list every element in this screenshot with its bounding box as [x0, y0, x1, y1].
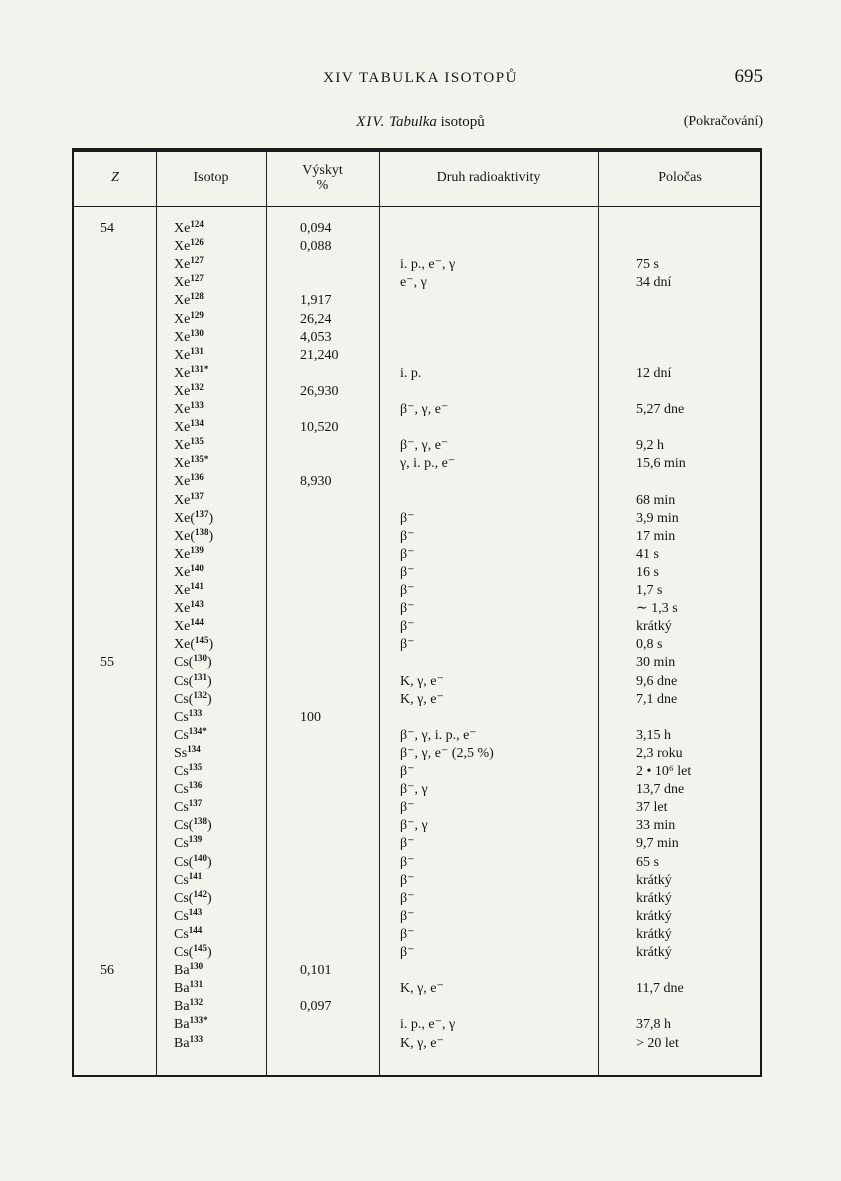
- isotope-suffix: ): [206, 673, 212, 689]
- halflife-cell: 2 • 10⁶ let: [636, 764, 692, 779]
- table-row: [74, 419, 760, 437]
- isotope-mass: 135: [190, 436, 204, 447]
- decay-cell: β⁻: [400, 764, 415, 779]
- isotope-mass: 134*: [188, 725, 207, 736]
- table-row: [74, 492, 760, 510]
- halflife-cell: krátký: [636, 872, 672, 888]
- halflife-cell: 9,6 dne: [636, 673, 678, 689]
- isotope-mass: 133: [190, 400, 204, 410]
- isotope-mass: 145: [195, 635, 209, 646]
- isotope-cell: [174, 854, 274, 872]
- halflife-cell: 0,8 s: [636, 637, 663, 653]
- isotope-cell: [174, 727, 274, 745]
- decay-cell: β⁻: [400, 836, 415, 852]
- occurrence-cell: 8,930: [300, 474, 332, 490]
- isotope-element: Xe: [174, 601, 191, 617]
- halflife-cell: krátký: [636, 890, 672, 906]
- isotope-cell: [174, 528, 274, 546]
- halflife-cell: 9,2 h: [636, 438, 664, 454]
- caption-continuation: (Pokračování): [683, 114, 763, 129]
- isotope-mass: 130: [189, 961, 204, 972]
- isotope-cell: [174, 274, 274, 292]
- isotope-mass: 140: [193, 852, 207, 863]
- isotope-mass: 129: [190, 309, 204, 320]
- isotope-mass: 124: [190, 219, 204, 229]
- table-row: [74, 763, 760, 781]
- isotope-element: Xe: [174, 311, 191, 327]
- decay-cell: β⁻: [400, 637, 415, 653]
- isotope-cell: [174, 763, 274, 781]
- isotope-mass: 134: [190, 418, 204, 429]
- isotope-element: Ba: [174, 963, 190, 979]
- isotope-mass: 144: [190, 617, 204, 628]
- isotope-cell: [174, 908, 274, 926]
- occurrence-cell: 1,917: [300, 293, 332, 309]
- z-cell: 55: [100, 655, 114, 671]
- isotope-mass: 140: [190, 562, 204, 573]
- isotope-cell: [174, 872, 274, 890]
- decay-cell: i. p.: [400, 365, 422, 381]
- z-cell: 54: [100, 221, 114, 236]
- isotope-cell: [174, 673, 274, 691]
- isotope-element: Xe: [174, 546, 191, 562]
- isotope-element: Ss: [174, 745, 188, 761]
- isotope-cell: [174, 492, 274, 510]
- isotope-cell: [174, 926, 274, 944]
- column-header-z: Z: [111, 170, 119, 185]
- isotope-element: Cs: [174, 872, 189, 888]
- column-header-decay: Druh radioaktivity: [436, 170, 541, 185]
- decay-cell: β⁻: [400, 619, 415, 635]
- isotope-cell: [174, 347, 274, 365]
- table-row: [74, 980, 760, 998]
- halflife-cell: krátký: [636, 945, 672, 960]
- decay-cell: β⁻: [400, 510, 415, 526]
- isotope-element: Cs: [174, 764, 189, 779]
- table-row: [74, 854, 760, 872]
- isotope-mass: 130: [190, 327, 204, 338]
- decay-cell: K, γ, e⁻: [400, 691, 444, 707]
- z-cell: 56: [100, 963, 114, 979]
- isotope-element: Cs: [174, 908, 189, 924]
- halflife-cell: > 20 let: [636, 1035, 679, 1051]
- running-title: XIV TABULKA ISOTOPŮ: [323, 70, 518, 86]
- halflife-cell: 1,7 s: [636, 583, 663, 598]
- isotope-cell: [174, 980, 274, 998]
- isotope-element: Cs(: [174, 945, 194, 960]
- isotope-mass: 126: [190, 237, 204, 248]
- isotope-element: Xe: [174, 492, 191, 508]
- halflife-cell: 15,6 min: [636, 456, 686, 472]
- decay-cell: i. p., e⁻, γ: [400, 257, 456, 273]
- isotope-element: Cs: [174, 926, 189, 942]
- isotope-cell: [174, 582, 274, 600]
- halflife-cell: 17 min: [636, 528, 676, 544]
- table-row: [74, 473, 760, 491]
- isotope-cell: [174, 419, 274, 437]
- decay-cell: β⁻, γ, e⁻ (2,5 %): [400, 745, 494, 761]
- isotope-cell: [174, 1016, 274, 1034]
- isotope-cell: [174, 817, 274, 835]
- table-row: [74, 582, 760, 600]
- halflife-cell: 33 min: [636, 818, 676, 834]
- isotope-suffix: ): [208, 528, 214, 544]
- decay-cell: β⁻: [400, 872, 415, 888]
- isotope-mass: 137: [195, 508, 209, 519]
- decay-cell: β⁻: [400, 854, 415, 870]
- isotope-mass: 142: [193, 888, 207, 899]
- isotope-cell: [174, 564, 274, 582]
- isotope-cell: [174, 220, 274, 238]
- halflife-cell: krátký: [636, 619, 672, 635]
- decay-cell: β⁻: [400, 945, 415, 960]
- halflife-cell: 65 s: [636, 854, 659, 870]
- isotope-suffix: ): [206, 854, 212, 870]
- decay-cell: β⁻: [400, 926, 415, 942]
- halflife-cell: 2,3 roku: [636, 745, 683, 761]
- isotope-element: Cs(: [174, 673, 194, 689]
- decay-cell: γ, i. p., e⁻: [400, 456, 456, 472]
- isotope-cell: [174, 781, 274, 799]
- isotope-mass: 137: [190, 490, 204, 501]
- halflife-cell: 41 s: [636, 546, 659, 562]
- table-row: [74, 274, 760, 292]
- isotope-element: Xe: [174, 257, 191, 273]
- table-row: [74, 238, 760, 256]
- isotope-mass: 131: [193, 671, 207, 682]
- table-row: [74, 926, 760, 944]
- table-row: [74, 455, 760, 473]
- isotope-cell: [174, 600, 274, 618]
- table-row: [74, 636, 760, 654]
- halflife-cell: 75 s: [636, 257, 659, 273]
- halflife-cell: ∼ 1,3 s: [636, 601, 678, 617]
- table-row: [74, 1035, 760, 1053]
- isotope-cell: [174, 546, 274, 564]
- isotope-cell: [174, 944, 274, 962]
- isotope-element: Xe: [174, 619, 191, 635]
- table-row: [74, 781, 760, 799]
- isotope-cell: [174, 636, 274, 654]
- occurrence-label: Výskyt: [302, 163, 343, 178]
- halflife-cell: 5,27 dne: [636, 402, 685, 417]
- isotope-element: Xe: [174, 456, 191, 472]
- isotope-suffix: ): [206, 691, 212, 707]
- caption-word: isotopů: [440, 114, 485, 130]
- isotope-mass: 136: [190, 472, 204, 483]
- isotope-element: Ba: [174, 981, 190, 997]
- decay-cell: β⁻: [400, 528, 415, 544]
- isotope-mass: 134: [187, 743, 201, 754]
- table-row: [74, 745, 760, 763]
- halflife-cell: 3,9 min: [636, 510, 679, 526]
- decay-cell: β⁻: [400, 564, 415, 580]
- decay-cell: β⁻, γ, e⁻: [400, 402, 449, 417]
- isotope-cell: [174, 311, 274, 329]
- isotope-mass: 139: [188, 834, 203, 845]
- isotope-element: Xe: [174, 275, 191, 291]
- isotope-mass: 131: [189, 979, 204, 990]
- halflife-cell: 7,1 dne: [636, 691, 678, 707]
- table-row: [74, 347, 760, 365]
- isotope-element: Cs(: [174, 854, 194, 870]
- table-row: [74, 329, 760, 347]
- isotope-element: Xe: [174, 239, 191, 255]
- table-caption: [0, 114, 841, 136]
- isotope-cell: [174, 998, 274, 1016]
- isotope-element: Xe: [174, 383, 191, 399]
- isotope-cell: [174, 618, 274, 636]
- halflife-cell: 11,7 dne: [636, 981, 684, 997]
- table-row: [74, 311, 760, 329]
- occurrence-cell: 21,240: [300, 347, 339, 363]
- decay-cell: K, γ, e⁻: [400, 673, 444, 689]
- isotope-cell: [174, 890, 274, 908]
- halflife-cell: 37,8 h: [636, 1017, 671, 1033]
- halflife-cell: 16 s: [636, 564, 659, 580]
- isotope-cell: [174, 238, 274, 256]
- decay-cell: i. p., e⁻, γ: [400, 1017, 456, 1033]
- decay-cell: β⁻: [400, 908, 415, 924]
- table-row: [74, 709, 760, 727]
- halflife-cell: 68 min: [636, 492, 676, 508]
- isotope-cell: [174, 365, 274, 383]
- table-row: [74, 890, 760, 908]
- isotope-cell: [174, 691, 274, 709]
- isotope-mass: 143: [190, 599, 204, 610]
- table-row: [74, 528, 760, 546]
- decay-cell: β⁻: [400, 890, 415, 906]
- isotope-element: Cs(: [174, 691, 194, 707]
- isotope-element: Xe: [174, 365, 191, 381]
- table-row: [74, 256, 760, 274]
- table-row: [74, 908, 760, 926]
- isotope-cell: [174, 510, 274, 528]
- table-row: [74, 654, 760, 672]
- isotope-mass: 132: [193, 689, 207, 700]
- isotope-mass: 130: [193, 653, 207, 664]
- isotope-mass: 141: [190, 581, 204, 591]
- isotope-table: [72, 148, 762, 1077]
- isotope-element: Xe: [174, 583, 191, 598]
- caption-italic-word: Tabulka: [389, 114, 437, 130]
- table-row: [74, 673, 760, 691]
- isotope-mass: 138: [195, 526, 209, 537]
- isotope-cell: [174, 1035, 274, 1053]
- isotope-suffix: ): [206, 945, 212, 960]
- running-head: [0, 66, 841, 90]
- isotope-cell: [174, 455, 274, 473]
- isotope-element: Xe: [174, 347, 191, 363]
- isotope-mass: 133: [189, 1033, 204, 1044]
- isotope-suffix: ): [208, 510, 214, 526]
- table-row: [74, 401, 760, 419]
- caption-roman-numeral: XIV.: [356, 114, 386, 130]
- table-row: [74, 546, 760, 564]
- isotope-element: Xe: [174, 564, 191, 580]
- occurrence-cell: 0,088: [300, 239, 332, 255]
- table-row: [74, 220, 760, 238]
- table-row: [74, 691, 760, 709]
- isotope-element: Xe(: [174, 637, 195, 653]
- decay-cell: K, γ, e⁻: [400, 981, 444, 997]
- occurrence-cell: 100: [300, 709, 321, 725]
- table-row: [74, 727, 760, 745]
- isotope-element: Cs: [174, 782, 189, 798]
- isotope-element: Cs: [174, 800, 189, 816]
- isotope-mass: 127: [190, 255, 204, 266]
- isotope-mass: 144: [188, 924, 203, 935]
- isotope-cell: [174, 256, 274, 274]
- isotope-element: Xe: [174, 293, 191, 309]
- decay-cell: β⁻: [400, 601, 415, 617]
- decay-cell: β⁻: [400, 800, 415, 816]
- header-rule: [74, 206, 760, 207]
- isotope-suffix: ): [206, 818, 212, 834]
- isotope-mass: 131*: [190, 363, 209, 374]
- halflife-cell: 30 min: [636, 655, 676, 671]
- isotope-cell: [174, 654, 274, 672]
- isotope-cell: [174, 799, 274, 817]
- isotope-mass: 127: [190, 273, 204, 284]
- table-row: [74, 1016, 760, 1034]
- isotope-cell: [174, 329, 274, 347]
- halflife-cell: 9,7 min: [636, 836, 679, 852]
- isotope-mass: 143: [188, 906, 203, 917]
- isotope-mass: 136: [188, 780, 203, 791]
- isotope-cell: [174, 835, 274, 853]
- isotope-element: Xe: [174, 221, 191, 236]
- halflife-cell: 12 dní: [636, 365, 672, 381]
- table-row: [74, 944, 760, 962]
- isotope-mass: 138: [193, 816, 207, 827]
- isotope-mass: 133*: [189, 1015, 208, 1026]
- isotope-cell: [174, 401, 274, 419]
- table-row: [74, 383, 760, 401]
- occurrence-cell: 26,930: [300, 383, 339, 399]
- table-row: [74, 365, 760, 383]
- isotope-element: Cs(: [174, 655, 194, 671]
- isotope-suffix: ): [208, 637, 214, 653]
- column-header-isotope: Isotop: [193, 170, 229, 185]
- decay-cell: β⁻: [400, 546, 415, 562]
- isotope-cell: [174, 473, 274, 491]
- isotope-element: Cs(: [174, 818, 194, 834]
- isotope-element: Xe(: [174, 510, 195, 526]
- isotope-mass: 141: [188, 870, 203, 881]
- decay-cell: β⁻: [400, 583, 415, 598]
- isotope-element: Xe: [174, 438, 191, 454]
- occurrence-cell: 4,053: [300, 329, 332, 345]
- isotope-cell: [174, 383, 274, 401]
- isotope-cell: [174, 292, 274, 310]
- table-row: [74, 817, 760, 835]
- isotope-mass: 131: [190, 345, 204, 356]
- table-row: [74, 600, 760, 618]
- decay-cell: β⁻, γ, e⁻: [400, 438, 449, 454]
- table-row: [74, 292, 760, 310]
- table-row: [74, 618, 760, 636]
- halflife-cell: 37 let: [636, 800, 668, 816]
- table-row: [74, 799, 760, 817]
- isotope-element: Xe: [174, 402, 191, 417]
- column-header-halflife: Poločas: [658, 170, 702, 185]
- isotope-mass: 139: [190, 544, 204, 555]
- occurrence-cell: 0,097: [300, 999, 332, 1015]
- table-row: [74, 835, 760, 853]
- isotope-element: Xe: [174, 329, 191, 345]
- table-row: [74, 872, 760, 890]
- table-row: [74, 962, 760, 980]
- decay-cell: e⁻, γ: [400, 275, 427, 291]
- isotope-suffix: ): [206, 655, 212, 671]
- isotope-element: Cs(: [174, 890, 194, 906]
- decay-cell: K, γ, e⁻: [400, 1035, 444, 1051]
- isotope-cell: [174, 709, 274, 727]
- occurrence-unit: %: [316, 178, 329, 193]
- isotope-element: Cs: [174, 727, 189, 743]
- table-row: [74, 510, 760, 528]
- isotope-cell: [174, 745, 274, 763]
- isotope-mass: 132: [190, 381, 204, 392]
- halflife-cell: krátký: [636, 908, 672, 924]
- isotope-element: Cs: [174, 709, 189, 725]
- occurrence-cell: 0,094: [300, 221, 332, 236]
- isotope-element: Cs: [174, 836, 189, 852]
- isotope-cell: [174, 437, 274, 455]
- isotope-suffix: ): [206, 890, 212, 906]
- isotope-element: Xe(: [174, 528, 195, 544]
- table-row: [74, 564, 760, 582]
- isotope-element: Xe: [174, 420, 191, 436]
- isotope-mass: 135*: [190, 454, 209, 465]
- isotope-element: Ba: [174, 999, 190, 1015]
- occurrence-cell: 10,520: [300, 420, 339, 436]
- table-row: [74, 437, 760, 455]
- page-number: 695: [734, 66, 763, 87]
- isotope-mass: 145: [193, 943, 207, 953]
- occurrence-cell: 26,24: [300, 311, 332, 327]
- isotope-element: Ba: [174, 1035, 190, 1051]
- table-row: [74, 998, 760, 1016]
- isotope-cell: [174, 962, 274, 980]
- halflife-cell: 13,7 dne: [636, 782, 685, 798]
- halflife-cell: 3,15 h: [636, 727, 671, 743]
- halflife-cell: 34 dní: [636, 275, 672, 291]
- isotope-mass: 133: [188, 707, 203, 718]
- isotope-element: Xe: [174, 474, 191, 490]
- occurrence-cell: 0,101: [300, 963, 332, 979]
- isotope-mass: 135: [188, 762, 203, 772]
- halflife-cell: krátký: [636, 926, 672, 942]
- decay-cell: β⁻, γ, i. p., e⁻: [400, 727, 477, 743]
- isotope-element: Ba: [174, 1017, 190, 1033]
- column-header-occurrence: [266, 150, 379, 206]
- decay-cell: β⁻, γ: [400, 782, 428, 798]
- isotope-mass: 137: [188, 798, 203, 809]
- decay-cell: β⁻, γ: [400, 818, 428, 834]
- isotope-mass: 132: [189, 997, 204, 1008]
- isotope-mass: 128: [190, 291, 204, 302]
